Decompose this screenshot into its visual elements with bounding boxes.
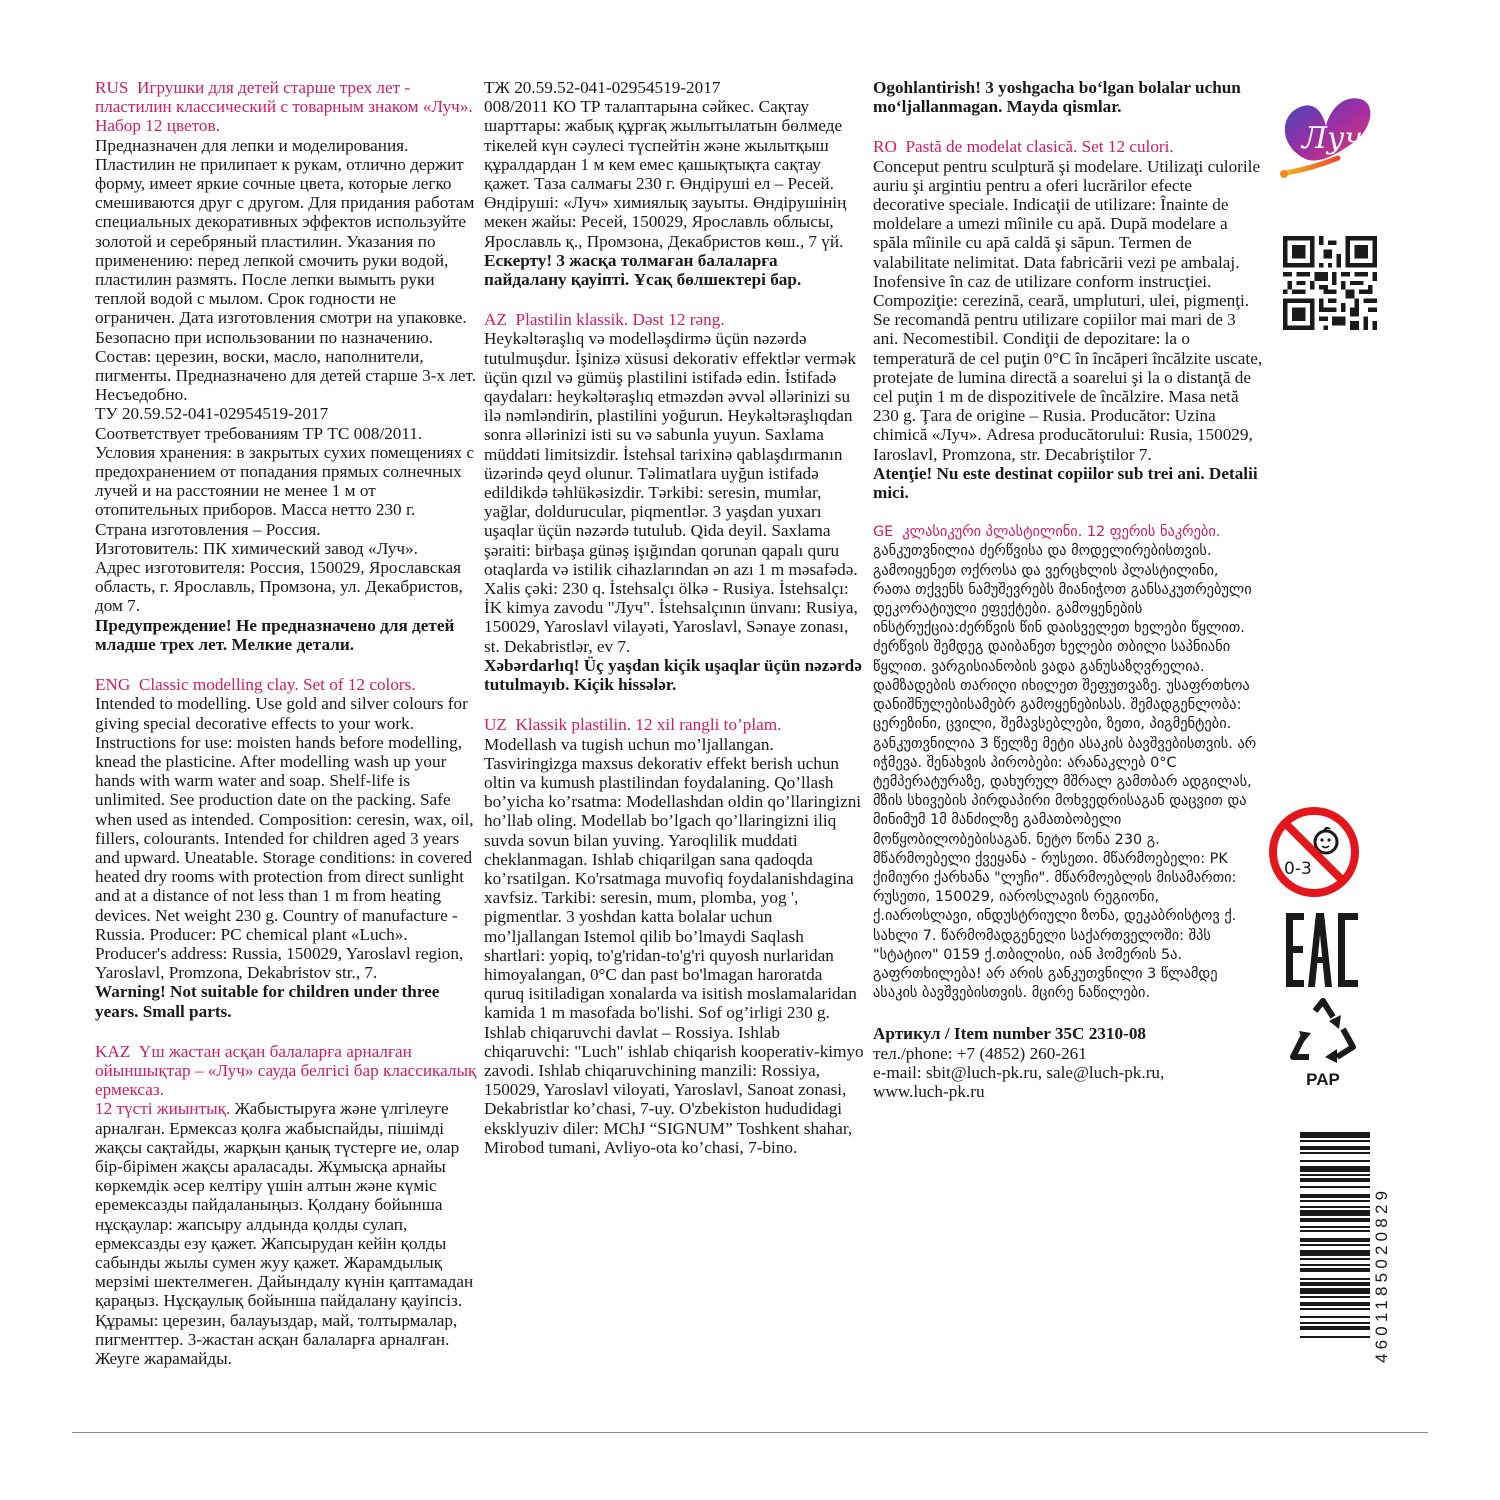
uz-body: Modellash va tugish uchun mo’ljallangan. Tasviringizga maxsus dekorativ effekt berish uchun oltin va kumush plastilindan foydalaning. Qo’llash bo’yicha ko’rsatma: Modellashdan oldin qo’llaringizni ho’llab oling. Modellab bo’lgach qo’llaringizni iliq suvda sovun bilan yuving. Yaroqlilik muddati cheklanmagan. Ishlab chiqarilgan sana qadoqda ko’rsatilgan. Ko'rsatmaga muvofiq foydalanishdagina xavfsiz. Tarkibi: seresin, mum, plomba, yog ', pigmentlar. 3 yoshdan katta bolalar uchun mo’ljallangan Istemol qilib bo’lmaydi Saqlash shartlari: yopiq, to'g'ridan-to'g'ri quyosh nurlaridan himoyalangan, 0°C dan past bo'lmagan haroratda quruq isitiladigan xonalarda va isitish moslamalaridan kamida 1 m masofada bo'lishi. Sof og’irligi 230 g. Ishlab chiqaruvchi davlat – Rossiya. Ishlab chiqaruvchi: "Luch" ishlab chiqarish kooperativ-kimyo zavodi. Ishlab chiqaruvchining manzili: Rossiya, 150029, Yaroslavl viloyati, Yaroslavl, Sanoat zonasi, Dekabristlar ko’chasi, 7-uy. O'zbekiston hududidagi eksklyuziv diler: MChJ “SIGNUM” Toshkent shahar, Mirobod tumani, Avliyo-ota ko’chasi, 7-bino. [484, 734, 864, 1157]
eng-warning: Warning! Not suitable for children under three years. Small parts. [95, 982, 440, 1021]
ro-title [873, 137, 1263, 156]
column-2 [484, 78, 864, 1178]
ro-warning: Atenţie! Nu este destinat copiilor sub trei ani. Detalii mici. [873, 463, 1258, 503]
kaz-title2: 12 түсті жиынтық. [95, 1099, 231, 1119]
item-number: Артикул / Item number 35С 2310-08 [873, 1024, 1147, 1044]
barcode-bar [1300, 1278, 1370, 1280]
barcode-bar [1300, 1288, 1370, 1294]
barcode-bar [1300, 1336, 1370, 1338]
ro-code: RO [873, 137, 897, 157]
barcode-bar [1300, 1132, 1370, 1138]
az-title [484, 310, 864, 329]
qr-code [1283, 236, 1377, 330]
column-3 [873, 78, 1263, 1122]
contact-site: www.luch-pk.ru [873, 1081, 985, 1101]
kaz-title [95, 1042, 477, 1100]
section-contacts [873, 1024, 1263, 1101]
logo-text: Луч [1302, 121, 1364, 156]
barcode-bar [1300, 1210, 1370, 1216]
barcode-bar [1300, 1194, 1370, 1198]
barcode-bar [1300, 1206, 1370, 1208]
kaz-body2: 008/2011 КО ТР талаптарына сәйкес. Сақтау шарттары: жабық құрғақ жылытылатын бөлмеде тікелей күн сәулесі түспейтін және жылытқыш құралдардан 1 м кем емес қашықтықта сақтау қажет. Таза салмағы 230 г. Өндіруші ел – Ресей. Өндіруші: «Луч» химиялық зауыты. Өндірушінің мекен жайы: Ресей, 150029, Ярославль облысы, Ярославль қ., Промзона, Декабристов көш., 7 үй. [484, 97, 847, 251]
section-az [484, 310, 864, 694]
ge-title: კლასიკური პლასტილინი. 12 ფერის ნაკრები. [902, 524, 1221, 541]
barcode-bar [1300, 1258, 1370, 1260]
contact-email: e-mail: sbit@luch-pk.ru, sale@luch-pk.ru, [873, 1062, 1165, 1082]
barcode-bar [1300, 1268, 1370, 1272]
section-rus [95, 78, 477, 654]
barcode-bar [1300, 1218, 1370, 1222]
rus-body2: Соответствует требованиям ТР ТС 008/2011. Условия хранения: в закрытых сухих помещениях с предохранением от попадания прямых солнечных лучей и на расстоянии не менее 1 м от отопительных приборов. Масса нетто 230 г. [95, 423, 475, 520]
barcode-bar [1300, 1152, 1370, 1154]
uz-title [484, 715, 864, 734]
az-warning: Xəbərdarlıq! Üç yaşdan kiçik uşaqlar üçün nəzərdə tutulmayıb. Kiçik hissələr. [484, 655, 862, 695]
barcode-bar [1300, 1302, 1370, 1306]
section-uz [484, 715, 864, 1157]
section-uz-warning [873, 78, 1263, 116]
section-ge [873, 523, 1258, 1003]
barcode-bar [1300, 1326, 1370, 1330]
section-kaz-continued [484, 78, 864, 289]
barcode-bar [1300, 1178, 1370, 1182]
barcode-bar [1300, 1250, 1370, 1256]
kaz-body-start [95, 1099, 477, 1368]
barcode-icon [1300, 1130, 1370, 1420]
barcode-bar [1300, 1140, 1370, 1142]
recycle-label: PAP [1306, 1070, 1340, 1089]
rus-address: Адрес изготовителя: Россия, 150029, Ярославская область, г. Ярославль, Промзона, ул. Декабристов, дом 7. [95, 558, 463, 616]
eac-icon [1286, 913, 1358, 987]
az-title-text: Plastilin klassik. Dəst 12 rəng. [515, 310, 725, 330]
barcode-bar [1300, 1308, 1370, 1310]
rus-producer: Изготовитель: ПК химический завод «Луч». [95, 538, 418, 558]
eng-body: Intended to modelling. Use gold and silver colours for giving special decorative effects to your work. Instructions for use: moisten hands before modelling, knead the plasticine. After modelling wash up your hands with warm water and soap. Shelf-life is unlimited. See production date on the packing. Safe when used as intended. Composition: ceresin, wax, oil, fillers, colourants. Intended for children aged 3 years and upward. Uneatable. Storage conditions: in covered heated dry rooms with protection from direct sunlight and at a distance of not less than 1 m from heating devices. Net weight 230 g. Country of manufacture - Russia. Producer: PC chemical plant «Luch». Producer's address: Russia, 150029, Yaroslavl region, Yaroslavl, Promzona, Dekabristov str., 7. [95, 694, 474, 983]
eng-title-text: Classic modelling clay. Set of 12 colors. [138, 675, 416, 695]
column-1 [95, 78, 477, 1389]
kaz-body: Жабыстыруға және үлгілеуге арналған. Ермексаз қолға жабыспайды, пішімді жақсы сақтайды, жарқын қанық түстерге ие, олар бір-бірімен жақсы араласады. Жұмысқа арнайы көркемдік әсер келтіру үшін алтын және күміс еремексазды пайдаланыңыз. Қолдану бойынша нұсқаулар: жапсыру алдында қолды сулап, ермексазды езу қажет. Жапсырудан кейін қолды сабынды жылы сумен жуу қажет. Жарамдылық мерзімі шектелмеген. Дайындалу күнін қаптамадан қараңыз. Нұсқаулық бойынша пайдалану қауіпсіз. Құрамы: церезин, балауыздар, май, толтырмалар, пигменттер. 3-жастан асқан балаларға арналған. Жеуге жарамайды. [95, 1099, 474, 1368]
recycle-mark [1285, 997, 1361, 1089]
kaz-code: KAZ [95, 1041, 131, 1061]
contact-phone: тел./phone: +7 (4852) 260-261 [873, 1043, 1087, 1063]
rus-title [95, 78, 477, 136]
ge-paragraph [873, 523, 1258, 1003]
ge-code: GE [873, 524, 894, 541]
luch-logo [1268, 78, 1378, 188]
ro-title-text: Pastă de modelat clasică. Set 12 culori. [905, 137, 1174, 157]
section-kaz [95, 1042, 477, 1368]
barcode-bar [1300, 1244, 1370, 1246]
rus-standard: ТУ 20.59.52-041-02954519-2017 [95, 404, 329, 424]
rus-title-text: Игрушки для детей старше трех лет - пластилин классический с товарным знаком «Луч». Набор 12 цветов. [95, 78, 473, 136]
uz-warning: Ogohlantirish! 3 yoshgacha bo‘lgan bolalar uchun mo‘ljallanmagan. Mayda qismlar. [873, 78, 1241, 117]
kaz-warning: Ескерту! 3 жасқа толмаған балаларға пайдалану қауіпті. Ұсақ бөлшектері бар. [484, 250, 802, 290]
barcode-number: 4601185020829 [1372, 1186, 1391, 1364]
az-code: AZ [484, 310, 507, 330]
eng-code: ENG [95, 675, 131, 695]
barcode-bar [1300, 1238, 1370, 1242]
age-restriction-sign [1268, 806, 1360, 898]
barcode-bar [1300, 1282, 1370, 1286]
barcode-bar [1300, 1146, 1370, 1150]
barcode [1300, 1130, 1392, 1420]
barcode-bar [1300, 1226, 1370, 1228]
uz-title-text: Klassik plastilin. 12 xil rangli to’plam. [515, 715, 782, 735]
rus-warning: Предупреждение! Не предназначено для детей младше трех лет. Мелкие детали. [95, 615, 455, 654]
eac-mark [1286, 913, 1358, 987]
bottom-divider [72, 1432, 1428, 1433]
kaz-standard: ТЖ 20.59.52-041-02954519-2017 [484, 78, 721, 97]
eng-title [95, 675, 477, 694]
no-under-3-icon [1268, 806, 1360, 898]
section-ro [873, 137, 1263, 502]
kaz-title-text: Үш жастан асқан балаларға арналған ойыншықтар – «Луч» сауда белгісі бар классикалық ермексаз. [95, 1041, 477, 1100]
barcode-bar [1300, 1160, 1370, 1162]
recycle-icon [1285, 997, 1361, 1067]
qr-code-icon [1283, 236, 1377, 330]
barcode-bar [1300, 1200, 1370, 1202]
luch-logo-icon [1268, 78, 1378, 188]
barcode-bar [1300, 1322, 1370, 1324]
barcode-bar [1300, 1166, 1370, 1172]
rus-country: Страна изготовления – Россия. [95, 519, 321, 539]
barcode-bar [1300, 1174, 1370, 1176]
section-eng [95, 675, 477, 1021]
barcode-bar [1300, 1186, 1370, 1188]
uz-code: UZ [484, 715, 507, 735]
age-label: 0-3 [1284, 859, 1312, 879]
barcode-bar [1300, 1230, 1370, 1232]
rus-body: Предназначен для лепки и моделирования. Пластилин не прилипает к рукам, отлично держит форму, имеет яркие сочные цвета, которые легко смешиваются друг с другом. Для придания работам специальных декоративных эффектов используйте золотой и серебряный пластилин. Указания по применению: перед лепкой смочить руки водой, пластилин размять. После лепки вымыть руки теплой водой с мылом. Срок годности не ограничен. Дата изготовления смотри на упаковке. Безопасно при использовании по назначению. Состав: церезин, воски, масло, наполнители, пигменты. Предназначено для детей старше 3-х лет. Несъедобно. [95, 135, 477, 405]
barcode-bar [1300, 1264, 1370, 1266]
rus-code: RUS [95, 78, 129, 97]
barcode-bar [1300, 1316, 1370, 1318]
az-body: Heykəltəraşlıq və modelləşdirmə üçün nəzərdə tutulmuşdur. İşinizə xüsusi dekorativ effektlər vermək üçün qızıl və gümüş plastilini istifadə edin. İstifadə qaydaları: heykəltəraşlıq etməzdən əvvəl əllərinizi su ilə nəmləndirin, plastilini yoğurun. Heykəltəraşlıqdan sonra əllərinizi isti su və sabunla yuyun. Saxlama müddəti limitsizdir. İstehsal tarixinə qablaşdırmanın üzərində qeyd olunur. Təlimatlara uyğun istifadə edildikdə təhlükəsizdir. Tərkibi: seresin, mumlar, yağlar, doldurucular, piqmentlər. 3 yaşdan yuxarı uşaqlar üçün nəzərdə tutulub. Qida deyil. Saxlama şəraiti: birbaşa günəş işığından qorunan qapalı quru otaqlarda və istilik cihazlarından ən azı 1 m məsafədə. Xalis çəki: 230 q. İstehsalçı ölkə - Rusiya. İstehsalçı: İK kimya zavodu "Луч". İstehsalçının ünvanı: Rusiya, 150029, Yaroslavl vilayəti, Yaroslavl, Sənaye zonası, st. Dekabristlər, ev 7. [484, 329, 858, 656]
ro-body: Conceput pentru sculptură şi modelare. Utilizaţi culorile auriu şi argintiu pentru a oferi lucrărilor efecte decorative speciale. Indicaţii de utilizare: Înainte de moldelare a umezi mîinile cu apă. După modelare a spăla mîinile cu apă caldă şi săpun. Termen de valabilitate nelimitat. Data fabricării vezi pe ambalaj. Inofensive în caz de utilizare conform instrucţiei. Compoziţie: cerezină, ceară, umpluturi, ulei, pigmenţi. Se recomandă pentru utilizare copiilor mai mari de 3 ani. Necomestibil. Condiţii de depozitare: la o temperatură de cel puţin 0°C în încăperi încălzite uscate, protejate de lumina directă a soarelui şi la o distanţă de cel puţin 1 m de dispozitivele de încălzire. Masa netă 230 g. Ţara de origine – Rusia. Producător: Uzina chimică «Луч». Adresa producătorului: Rusia, 150029, Iaroslavl, Promzona, str. Decabriştilor 7. [873, 156, 1263, 464]
ge-body: განკუთვნილია ძერწვისა და მოდელირებისთვის. გამოიყენეთ ოქროსა და ვერცხლის პლასტილინი, რათა თქვენს ნამუშევრებს მიანიჭოთ განსაკუთრებული დეკორატიული ეფექტები. გამოყენების ინსტრუქცია:ძერწვის წინ დაისველეთ ხელები წყლით. ძერწვის შემდეგ დაიბანეთ ხელები თბილი საპნიანი წყლით. ვარგისიანობის ვადა განუსაზღვრელია. დამზადების თარიღი იხილეთ შეფუთვაზე. უსაფრთხოა დანიშნულებისამებრ გამოყენებისას. შემადგენლობა: ცერეზინი, ცვილი, შემავსებლები, ზეთი, პიგმენტები. განკუთვნილია 3 წელზე მეტი ასაკის ბავშვებისთვის. არ იჭმევა. შენახვის პირობები: არანაკლებ 0°C ტემპერატურაზე, დახურულ მშრალ გამთბარ ადგილას, მზის სხივების პირდაპირი მოხვედრისაგან დაცვით და მინიმუმ 1მ მანძილზე გამათბობელი მოწყობილობებისაგან. ნეტო წონა 230 გ. მწარმოებელი ქვეყანა - რუსეთი. მწარმოებელი: PK ქიმიური ქარხანა "ლუჩი". მწარმოებლის მისამართი: რუსეთი, 150029, იაროსლავის რეგიონი, ქ.იაროსლავი, ინდუსტრიული ზონა, დეკაბრისტოვ ქ. სახლი 7. წარმომადგენელი საქართველოში: შპს "სტატიო" 0159 ქ.თბილისი, იან ჰომერის 5ა. გაფრთხილება! არ არის განკუთვნილი 3 წლამდე ასაკის ბავშვებისთვის. მცირე ნაწილები. [873, 543, 1257, 1002]
barcode-bar [1300, 1296, 1370, 1298]
